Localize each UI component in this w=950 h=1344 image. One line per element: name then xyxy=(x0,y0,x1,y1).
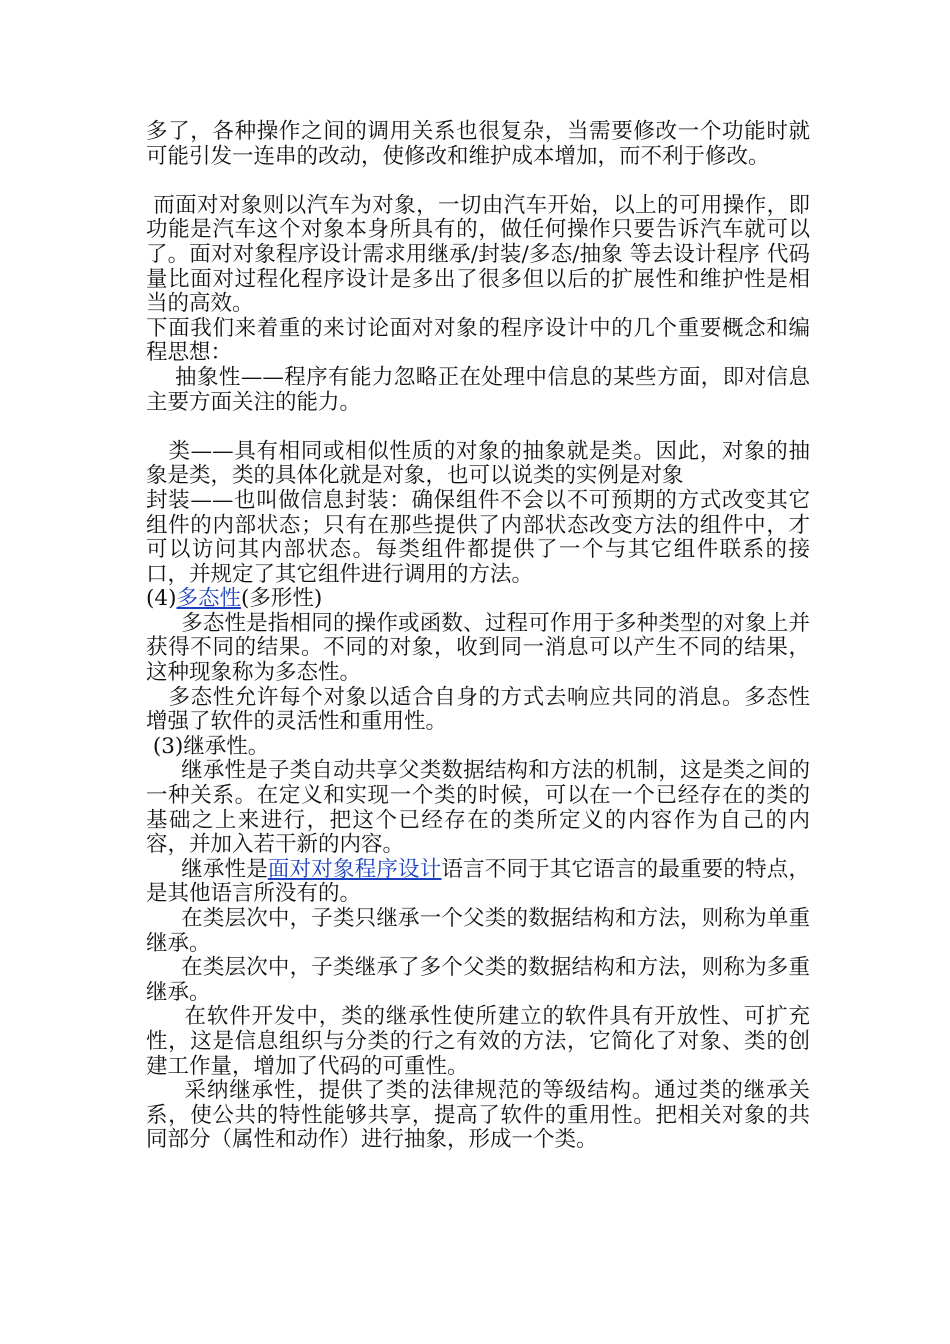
paragraph-polymorphism-definition: 多态性是指相同的操作或函数、过程可作用于多种类型的对象上并获得不同的结果。不同的对象，收到同一消息可以产生不同的结果，这种现象称为多态性。 xyxy=(146,610,810,686)
spacer xyxy=(146,169,810,194)
paragraph-inheritance-definition: 继承性是子类自动共享父类数据结构和方法的机制，这是类之间的一种关系。在定义和实现一个类的时候，可以在一个已经存在的类的基础之上来进行，把这个已经存在的类所定义的内容作为自己的内容，并加入若干新的内容。 xyxy=(146,758,810,858)
paragraph-inheritance-hierarchy: 采纳继承性，提供了类的法律规范的等级结构。通过类的继承关系，使公共的特性能够共享，提高了软件的重用性。把相关对象的共同部分（属性和动作）进行抽象，形成一个类。 xyxy=(146,1078,811,1153)
heading-polymorphism-number: (4) xyxy=(146,586,177,612)
paragraph-class: 类——具有相同或相似性质的对象的抽象就是类。因此，对象的抽象是类，类的具体化就是对象，也可以说类的实例是对象 xyxy=(146,438,810,489)
paragraph-polymorphism-benefit: 多态性允许每个对象以适合自身的方式去响应共同的消息。多态性增强了软件的灵活性和重用性。 xyxy=(146,684,810,735)
paragraph-procedural-drawback: 多了，各种操作之间的调用关系也很复杂，当需要修改一个功能时就可能引发一连串的改动，使修改和维护成本增加，而不利于修改。 xyxy=(146,119,810,169)
paragraph-inheritance-importance xyxy=(146,858,810,907)
oop-link[interactable]: 面对对象程序设计 xyxy=(267,856,442,882)
paragraph-inheritance-software: 在软件开发中，类的继承性使所建立的软件具有开放性、可扩充性，这是信息组织与分类的行之有效的方法，它简化了对象、类的创建工作量，增加了代码的可重性。 xyxy=(146,1004,811,1079)
paragraph-object-oriented-car: 而面对对象则以汽车为对象，一切由汽车开始，以上的可用操作，即功能是汽车这个对象本身所具有的，做任何操作只要告诉汽车就可以了。面对对象程序设计需求用继承/封装/多态/抽象 等去设计程序 代码量比面对过程化程序设计是多出了很多但以后的扩展性和维护性是相当的高效。 xyxy=(146,192,810,317)
document-body xyxy=(146,120,810,1153)
inheritance-importance-prefix: 继承性是 xyxy=(146,856,268,882)
paragraph-abstraction: 抽象性——程序有能力忽略正在处理中信息的某些方面，即对信息主要方面关注的能力。 xyxy=(146,364,810,415)
spacer xyxy=(146,415,810,440)
paragraph-encapsulation: 封装——也叫做信息封装：确保组件不会以不可预期的方式改变其它组件的内部状态；只有在那些提供了内部状态改变方法的组件中，才可以访问其内部状态。每类组件都提供了一个与其它组件联系的接口，并规定了其它组件进行调用的方法。 xyxy=(146,487,810,587)
inheritance-importance-suffix: 语言不同于其它语言的最重要的特点，是其他语言所没有的。 xyxy=(146,856,810,907)
heading-polymorphism xyxy=(146,587,810,612)
paragraph-single-inheritance: 在类层次中，子类只继承一个父类的数据结构和方法，则称为单重继承。 xyxy=(146,906,810,956)
paragraph-intro-concepts: 下面我们来着重的来讨论面对对象的程序设计中的几个重要概念和编程思想： xyxy=(146,315,810,366)
paragraph-multiple-inheritance: 在类层次中，子类继承了多个父类的数据结构和方法，则称为多重继承。 xyxy=(146,955,810,1005)
polymorphism-link[interactable]: 多态性 xyxy=(176,586,241,612)
heading-inheritance: (3)继承性。 xyxy=(146,733,270,759)
heading-polymorphism-suffix: (多形性) xyxy=(240,586,323,612)
